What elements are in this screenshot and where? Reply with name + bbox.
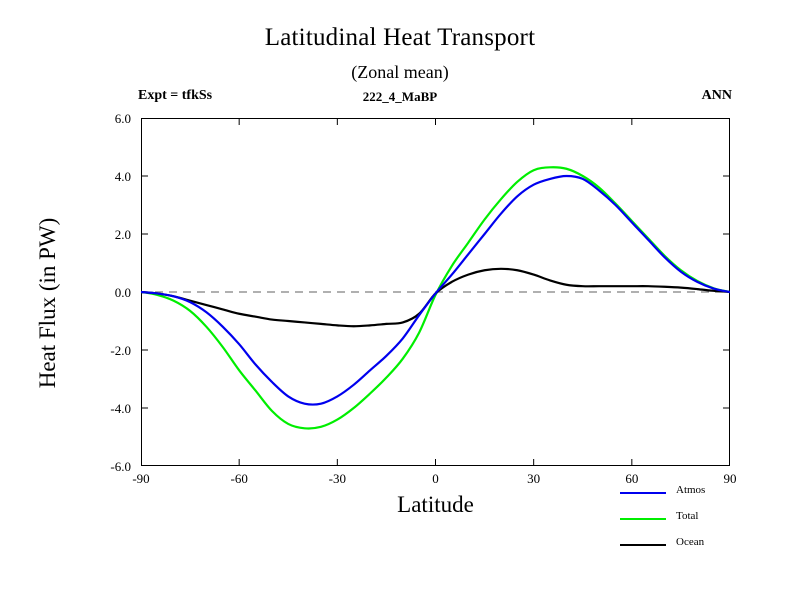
svg-text:-30: -30	[328, 471, 347, 486]
legend-swatch-total	[620, 518, 666, 520]
svg-text:2.0: 2.0	[114, 227, 131, 242]
legend-swatch-ocean	[620, 544, 666, 546]
svg-text:30: 30	[527, 471, 541, 486]
y-axis-label: Heat Flux (in PW)	[35, 217, 60, 389]
legend-label: Ocean	[676, 536, 705, 548]
experiment-label: Expt = tfkSs	[138, 88, 213, 103]
legend-item	[620, 480, 790, 506]
page-title: Latitudinal Heat Transport	[264, 24, 536, 51]
svg-text:-2.0: -2.0	[110, 343, 131, 358]
legend	[620, 480, 790, 558]
run-label: 222_4_MaBP	[362, 89, 438, 104]
plot-svg	[141, 118, 730, 466]
chart-subtitle: (Zonal mean)	[351, 62, 449, 82]
svg-text:4.0: 4.0	[114, 169, 131, 184]
legend-swatch-atmos	[620, 492, 666, 494]
svg-text:0.0: 0.0	[114, 285, 131, 300]
legend-item	[620, 532, 790, 558]
svg-text:60: 60	[625, 471, 639, 486]
period-label: ANN	[701, 88, 732, 103]
svg-text:-90: -90	[132, 471, 150, 486]
legend-label: Total	[676, 510, 699, 522]
svg-text:90: 90	[723, 471, 737, 486]
legend-label: Atmos	[676, 484, 706, 496]
plot-area	[141, 118, 730, 466]
x-axis-label: Latitude	[397, 492, 474, 517]
svg-text:-6.0: -6.0	[110, 459, 131, 474]
svg-text:6.0: 6.0	[114, 111, 131, 126]
svg-text:-4.0: -4.0	[110, 401, 131, 416]
svg-text:-60: -60	[230, 471, 248, 486]
svg-text:0: 0	[432, 471, 439, 486]
legend-item	[620, 506, 790, 532]
